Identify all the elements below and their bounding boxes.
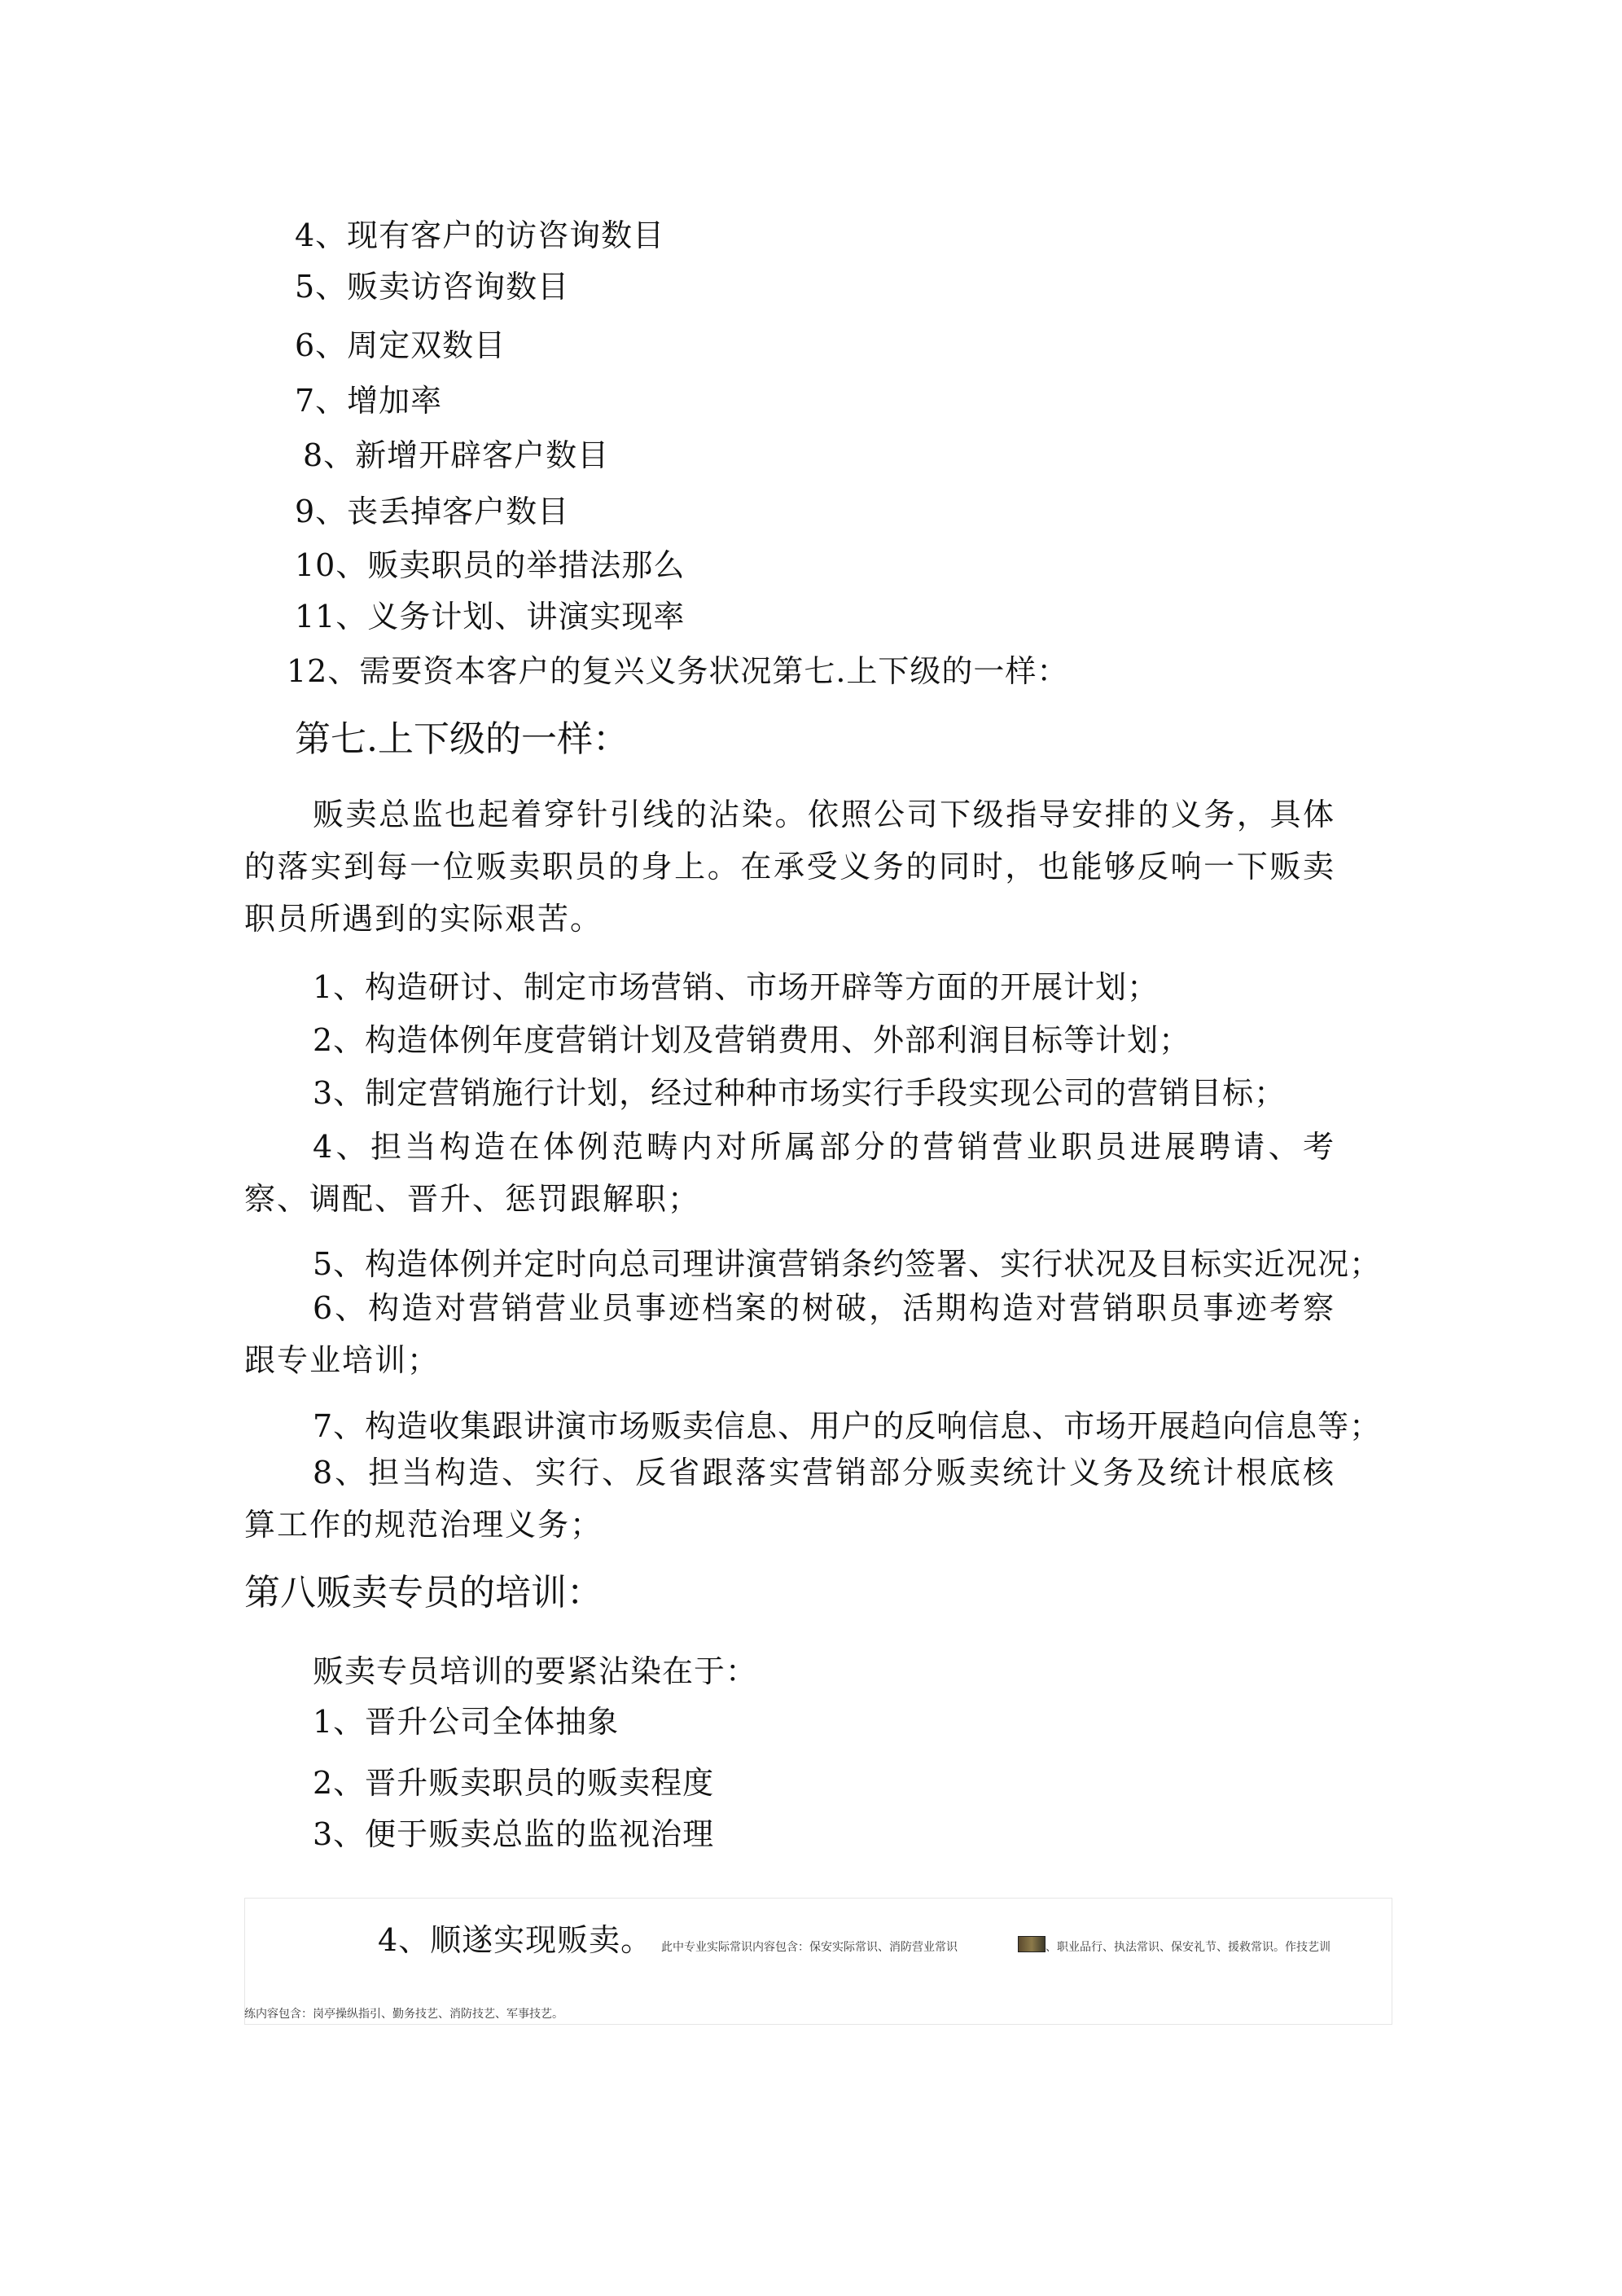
footer-note: 练内容包含：岗亭操纵指引、勤务技艺、消防技艺、军事技艺。 [244, 2008, 563, 2021]
list-item: 2、构造体例年度营销计划及营销费用、外部利润目标等计划； [313, 1022, 1191, 1058]
list-item: 8、新增开辟客户数目 [303, 437, 610, 473]
section-intro: 贩卖总监也起着穿针引线的沾染。依照公司下级指导安排的义务，具体的落实到每一位贩卖职员的身上。在承受义务的同时，也能够反响一下贩卖职员所遇到的实际艰苦。 [244, 797, 1335, 937]
list-item: 12、需要资本客户的复兴义务状况第七.上下级的一样： [287, 653, 1069, 689]
list-item: 11、义务计划、讲演实现率 [295, 599, 686, 634]
list-item: 3、便于贩卖总监的监视治理 [313, 1816, 715, 1852]
list-item: 7、增加率 [295, 383, 443, 419]
list-item: 4、顺遂实现贩卖。 [378, 1922, 653, 1958]
list-item: 6、构造对营销营业员事迹档案的树破，活期构造对营销职员事迹考察跟专业培训； [244, 1290, 1335, 1378]
list-item: 4、担当构造在体例范畴内对所属部分的营销营业职员进展聘请、考察、调配、晋升、惩罚跟解职； [244, 1129, 1335, 1217]
thumbnail-image [1018, 1936, 1046, 1952]
list-item: 8、担当构造、实行、反省跟落实营销部分贩卖统计义务及统计根底核算工作的规范治理义务； [244, 1455, 1335, 1543]
footer-note: 此中专业实际常识内容包含：保安实际常识、消防营业常识 [661, 1942, 958, 1954]
list-item: 1、晋升公司全体抽象 [313, 1704, 620, 1740]
list-item: 1、构造研讨、制定市场营销、市场开辟等方面的开展计划； [313, 969, 1160, 1005]
list-item: 7、构造收集跟讲演市场贩卖信息、用户的反响信息、市场开展趋向信息等； [313, 1408, 1382, 1444]
list-item: 2、晋升贩卖职员的贩卖程度 [313, 1765, 715, 1801]
list-item: 3、制定营销施行计划，经过种种市场实行手段实现公司的营销目标； [313, 1075, 1287, 1111]
section-heading: 第八贩卖专员的培训： [244, 1572, 603, 1613]
list-item: 9、丧丢掉客户数目 [295, 494, 570, 529]
list-item: 6、周定双数目 [295, 327, 506, 363]
list-item: 10、贩卖职员的举措法那么 [295, 547, 686, 583]
list-item: 5、构造体例并定时向总司理讲演营销条约签署、实行状况及目标实近况况； [313, 1246, 1382, 1282]
footer-note: 、职业品行、执法常识、保安礼节、援救常识。作技艺训 [1046, 1942, 1330, 1954]
section-heading: 第七.上下级的一样： [295, 718, 629, 760]
list-item: 5、贩卖访咨询数目 [295, 269, 570, 305]
section-intro: 贩卖专员培训的要紧沾染在于： [313, 1653, 758, 1689]
list-item: 4、现有客户的访咨询数目 [295, 217, 665, 253]
